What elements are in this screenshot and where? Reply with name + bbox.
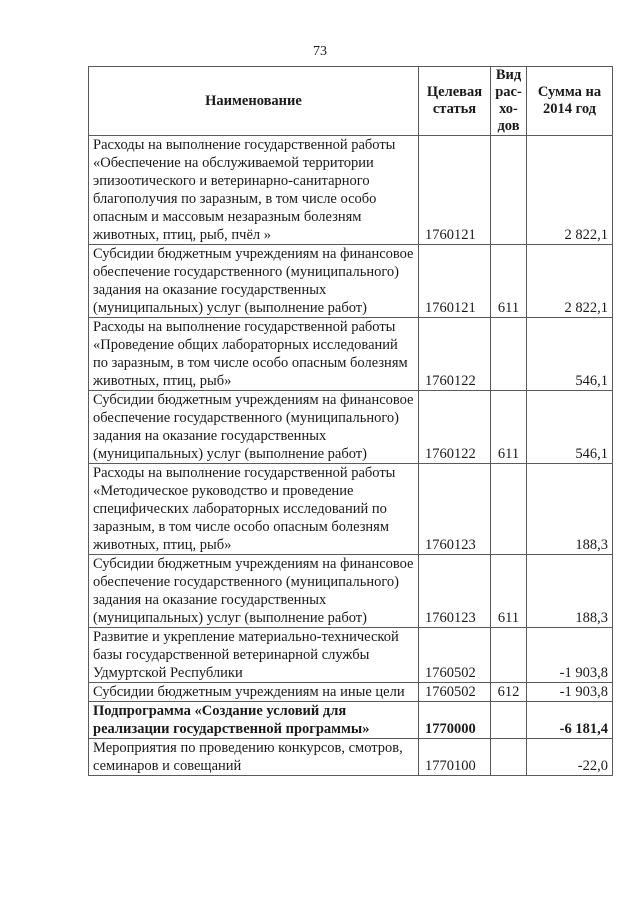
cell-sum: -6 181,4 xyxy=(527,702,613,739)
table-header-row xyxy=(89,67,613,136)
cell-sum: 2 822,1 xyxy=(527,136,613,245)
cell-name: Подпрограмма «Создание условий для реализации государственной программы» xyxy=(89,702,419,739)
header-sum: Сумма на 2014 год xyxy=(527,67,613,136)
cell-name: Расходы на выполнение государственной работы «Методическое руководство и проведение специфических лабораторных исследований по заразным, в том числе особо опасным болезням животных, птиц, рыб» xyxy=(89,464,419,555)
table-row xyxy=(89,683,613,702)
cell-name: Мероприятия по проведению конкурсов, смотров, семинаров и совещаний xyxy=(89,739,419,776)
cell-name: Субсидии бюджетным учреждениям на финансовое обеспечение государственного (муниципального) задания на оказание государственных (муниципальных) услуг (выполнение работ) xyxy=(89,555,419,628)
table-row xyxy=(89,628,613,683)
header-name: Наименование xyxy=(89,67,419,136)
page-number: 73 xyxy=(313,44,327,59)
table-row xyxy=(89,739,613,776)
budget-table xyxy=(88,66,613,776)
cell-sum: -1 903,8 xyxy=(527,683,613,702)
cell-article: 1770000 xyxy=(419,702,491,739)
cell-article: 1760123 xyxy=(419,555,491,628)
cell-vid xyxy=(491,739,527,776)
cell-sum: 188,3 xyxy=(527,464,613,555)
cell-sum: 546,1 xyxy=(527,318,613,391)
cell-article: 1760502 xyxy=(419,628,491,683)
table-row xyxy=(89,245,613,318)
cell-article: 1760121 xyxy=(419,245,491,318)
cell-article: 1770100 xyxy=(419,739,491,776)
cell-vid: 611 xyxy=(491,555,527,628)
cell-name: Субсидии бюджетным учреждениям на финансовое обеспечение государственного (муниципального) задания на оказание государственных (муниципальных) услуг (выполнение работ) xyxy=(89,245,419,318)
cell-name: Расходы на выполнение государственной работы «Проведение общих лабораторных исследований по заразным, в том числе особо опасным болезням животных, птиц, рыб» xyxy=(89,318,419,391)
table-row xyxy=(89,702,613,739)
cell-name: Субсидии бюджетным учреждениям на финансовое обеспечение государственного (муниципального) задания на оказание государственных (муниципальных) услуг (выполнение работ) xyxy=(89,391,419,464)
cell-name: Развитие и укрепление материально-технической базы государственной ветеринарной службы Удмуртской Республики xyxy=(89,628,419,683)
cell-article: 1760122 xyxy=(419,318,491,391)
table-row xyxy=(89,136,613,245)
cell-vid xyxy=(491,464,527,555)
header-article: Целевая статья xyxy=(419,67,491,136)
cell-sum: -1 903,8 xyxy=(527,628,613,683)
cell-vid xyxy=(491,702,527,739)
cell-sum: 2 822,1 xyxy=(527,245,613,318)
cell-sum: 546,1 xyxy=(527,391,613,464)
table-row xyxy=(89,555,613,628)
cell-article: 1760123 xyxy=(419,464,491,555)
table-row xyxy=(89,464,613,555)
cell-article: 1760122 xyxy=(419,391,491,464)
cell-name: Расходы на выполнение государственной работы «Обеспечение на обслуживаемой территории эпизоотического и ветеринарно-санитарного благополучия по заразным, в том числе особо опасным и массовым незаразным болезням животных, птиц, рыб, пчёл » xyxy=(89,136,419,245)
cell-sum: -22,0 xyxy=(527,739,613,776)
table-row xyxy=(89,391,613,464)
cell-vid: 611 xyxy=(491,245,527,318)
cell-vid: 611 xyxy=(491,391,527,464)
cell-vid xyxy=(491,136,527,245)
table-row xyxy=(89,318,613,391)
cell-article: 1760502 xyxy=(419,683,491,702)
cell-vid xyxy=(491,318,527,391)
cell-vid xyxy=(491,628,527,683)
cell-sum: 188,3 xyxy=(527,555,613,628)
cell-name: Субсидии бюджетным учреждениям на иные цели xyxy=(89,683,419,702)
cell-vid: 612 xyxy=(491,683,527,702)
header-vid: Вид рас-хо-дов xyxy=(491,67,527,136)
cell-article: 1760121 xyxy=(419,136,491,245)
